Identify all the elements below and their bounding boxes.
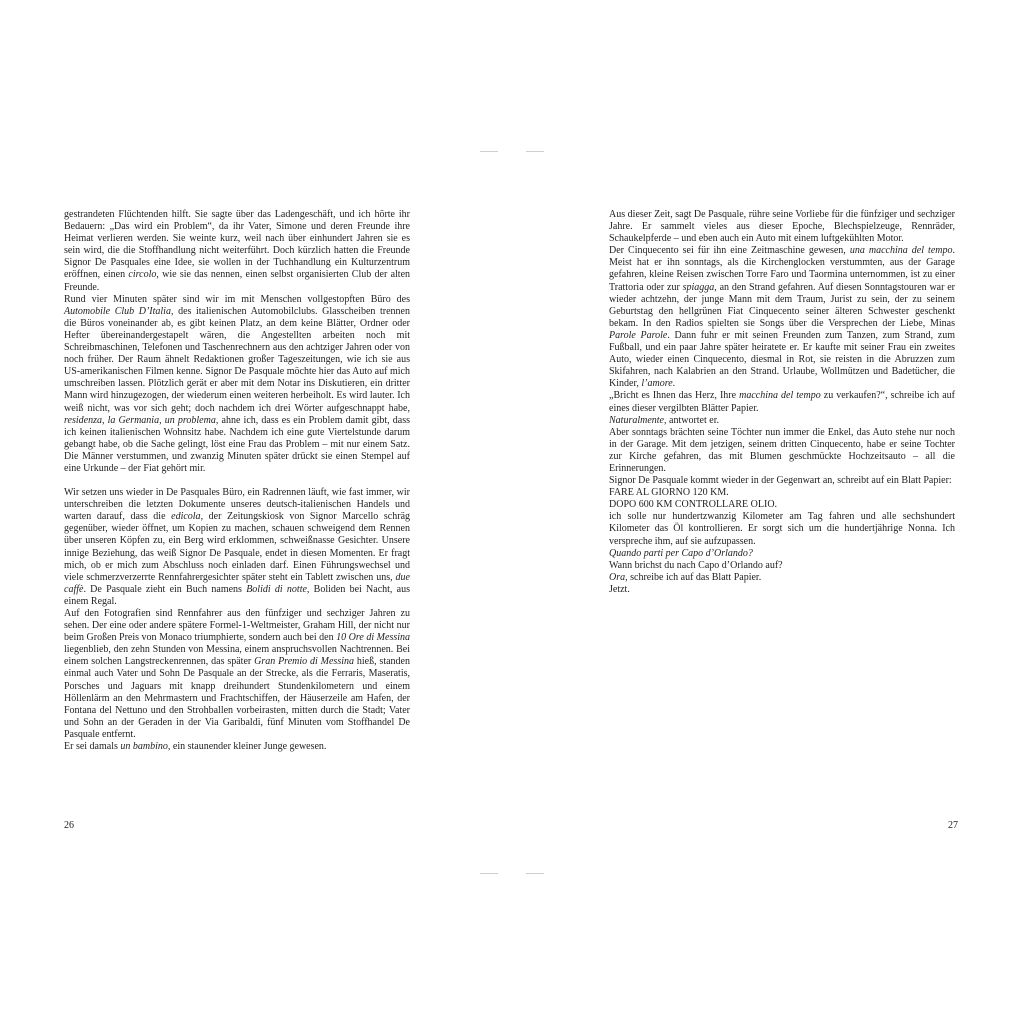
italic-run: residenza, la Germania, un problema: [64, 414, 216, 426]
crop-mark-bottom-right: [526, 873, 544, 874]
text-run: Jetzt.: [609, 583, 630, 595]
text-run: , schreibe ich auf das Blatt Papier.: [625, 571, 762, 583]
paragraph: [64, 294, 410, 475]
italic-run: Automobile Club D’Italia: [64, 305, 171, 317]
text-run: . Dann fuhr er mit seinen Freunden zum Tanzen, zum Strand, zum Fußball, und ein paar Jahre später heiratete er. Er kaufte mit seiner Frau ein zweites Auto, wieder einen Cinquecento, diesmal in Rot, sie reisten in die Abruzzen zum Skifahren, nach Kalabrien an den Strand. Urlaube, Wollmützen und Badetücher, die Kinder,: [609, 329, 955, 390]
italic-run: macchina del tempo: [739, 390, 821, 402]
text-run: liegenblieb, den zehn Stunden von Messina, einem anspruchsvollen Nachtrennen. Bei einem solchen Langstreckenrennen, das später: [64, 644, 410, 668]
crop-mark-top-left: [480, 151, 498, 152]
paragraph: [64, 741, 410, 753]
paragraph: [609, 560, 955, 572]
paragraph: [609, 209, 955, 245]
text-run: gestrandeten Flüchtenden hilft. Sie sagte über das Ladengeschäft, und ich hörte ihr Bedauern: „Das wird ein Problem“, da ihr Vater, Simone und deren Freunde ihre Heimat verlieren werden. Sie weinte kurz, weil nach über einhundert Jahren sie es sein wird, die die Stoffhandlung nicht weiterführt. Doch kürzlich hatten die Freunde Signor De Pasquales eine Idee, sie wollen in der Tuchhandlung ein Kulturzentrum eröffnen, einen: [64, 209, 410, 281]
italic-run: 10 Ore di Messina: [336, 632, 411, 644]
paragraph: [609, 415, 955, 427]
paragraph: [609, 487, 955, 499]
paragraph: [609, 548, 955, 560]
paragraph: [64, 608, 410, 741]
left-page-text: [64, 209, 410, 753]
italic-run: Quando parti per Capo d’Orlando?: [609, 547, 753, 559]
text-run: hieß, standen einmal auch Vater und Sohn De Pasquale an der Strecke, als die Ferraris, Maseratis, Porsches und Jaguars mit knapp dreihundert Stundenkilometern und einem Höllenlärm an den Mehrmastern und Frachtschiffen, der Häuserzeile am Hafen, der Fontana del Nettuno und den Strohballen vorbeirasten, mitten durch die Stadt; Vater und Sohn an der Geraden in der Via Garibaldi, fünf Minuten vom Stoffhandel De Pasquale entfernt.: [64, 656, 410, 740]
italic-run: Naturalmente: [609, 414, 664, 426]
paragraph: [64, 487, 410, 608]
text-run: Signor De Pasquale kommt wieder in der Gegenwart an, schreibt auf ein Blatt Papier:: [609, 475, 952, 487]
italic-run: Gran Premio di Messina: [254, 656, 354, 668]
italic-run: l’amore: [641, 378, 673, 390]
page-number-right: 27: [948, 820, 958, 831]
paragraph: [609, 511, 955, 547]
paragraph: [609, 499, 955, 511]
italic-run: Ora: [609, 571, 626, 583]
text-run: FARE AL GIORNO 120 KM.: [609, 487, 729, 499]
italic-run: Parole Parole: [609, 329, 668, 341]
italic-run: spiagga: [682, 281, 715, 293]
text-run: . Meist hat er ihn sonntags, als die Kirchenglocken verstummten, aus der Garage gefahren, kleine Reisen zwischen Torre Faro und Taormina unternommen, ist zu einer Trattoria oder zur: [609, 245, 955, 293]
text-run: Wir setzen uns wieder in De Pasquales Büro, ein Radrennen läuft, wie fast immer, wir unterschreiben die letzten Dokumente unseres deutsch-italienischen Handels und warten darauf, dass die: [64, 487, 410, 523]
text-run: Auf den Fotografien sind Rennfahrer aus den fünfziger und sechziger Jahren zu sehen. Der eine oder andere spätere Formel-1-Weltmeister, Graham Hill, der nicht nur beim Großen Preis von Monaco triumphierte, sondern auch bei den: [64, 608, 410, 644]
text-run: , ahne ich, dass es ein Problem damit gibt, dass ich keinen italienischen Wohnsitz habe. Nachdem ich eine gute Viertelstunde darum gebangt habe, ob die Sache gelingt, löst eine Frau das Problem – mit nur einem Satz. Die Männer verstummen, und zwanzig Minuten später drückt sie einen Stempel auf eine Urkunde – der Fiat gehört mir.: [64, 414, 411, 474]
text-run: ich solle nur hundertzwanzig Kilometer am Tag fahren und alle sechshundert Kilometer das Öl kontrollieren. Er sorgt sich um die hundertjährige Nonna. Ich verspreche ihm, auf sie aufzupassen.: [609, 511, 955, 547]
text-run: DOPO 600 KM CONTROLLARE OLIO.: [609, 499, 778, 511]
paragraph: [609, 390, 955, 414]
text-run: zu verkaufen?“, schreibe ich auf eines dieser vergilbten Blätter Papier.: [609, 390, 955, 414]
paragraph: [609, 584, 955, 596]
text-run: Er sei damals: [64, 741, 121, 753]
text-run: Rund vier Minuten später sind wir im mit Menschen vollgestopften Büro des: [64, 293, 410, 305]
text-run: , antwortet er.: [664, 414, 719, 426]
italic-run: circolo: [128, 269, 157, 281]
paragraph: [609, 572, 955, 584]
paragraph: [609, 475, 955, 487]
right-page-text: [609, 209, 955, 596]
text-run: Aus dieser Zeit, sagt De Pasquale, rühre seine Vorliebe für die fünfziger und sechziger Jahre. Er sammelt vieles aus dieser Epoche, Blechspielzeuge, Rennräder, Schaukelpferde – und eben auch ein Auto mit einem luftgekühlten Motor.: [609, 209, 955, 245]
italic-run: edicola: [171, 511, 201, 523]
italic-run: un bambino: [120, 741, 168, 753]
paragraph: [609, 427, 955, 475]
text-run: Wann brichst du nach Capo d’Orlando auf?: [609, 559, 783, 571]
text-run: Der Cinquecento sei für ihn eine Zeitmaschine gewesen,: [609, 245, 850, 257]
italic-run: due caffè: [64, 571, 410, 595]
text-run: .: [672, 378, 676, 390]
italic-run: Bolidi di notte: [246, 583, 307, 595]
text-run: . De Pasquale zieht ein Buch namens: [83, 583, 247, 595]
text-run: Aber sonntags brächten seine Töchter nun immer die Enkel, das Auto stehe nur noch in der Garage. Mit dem jetzigen, seinem dritten Cinquecento, habe er seine Tochter zur Kirche gefahren, das mit Blumen geschmückte Hochzeitsauto – all die Erinnerungen.: [609, 426, 955, 474]
text-run: „Bricht es Ihnen das Herz, Ihre: [609, 390, 740, 402]
text-run: , ein staunender kleiner Junge gewesen.: [167, 741, 327, 753]
text-run: , an den Strand gefahren. Auf diesen Sonntagstouren war er wieder achtzehn, der junge Mann mit dem Traum, Jurist zu sein, der zu seinem Geburtstag den hellgrünen Fiat Cinquecento seiner älteren Schwester geschenkt bekam. In den Radios spielten sie Songs über die Versprechen der Liebe, Minas: [609, 281, 956, 329]
crop-mark-top-right: [526, 151, 544, 152]
text-run: , wie sie das nennen, einen selbst organisierten Club der alten Freunde.: [64, 269, 411, 293]
page-number-left: 26: [64, 820, 74, 831]
text-run: , Boliden bei Nacht, aus einem Regal.: [64, 583, 411, 607]
text-run: , der Zeitungskiosk von Signor Marcello schräg gegenüber, wieder öffnet, um Kopien zu machen, schauen schweigend dem Rennen über unseren Köpfen zu, ein Berg wird erklommen, schweißnasse Gesichter. Unsere innige Beziehung, das weiß Signor De Pasquale, endet in diesen Momenten. Er fragt mich, ob er mich zum Abschluss noch einladen darf. Einen Führungswechsel und viele schmerzverzerrte Rennfahrergesichter später steht ein Tablett zwischen uns,: [64, 511, 411, 583]
italic-run: una macchina del tempo: [849, 245, 953, 257]
text-run: , des italienischen Automobilclubs. Glasscheiben trennen die Büros voneinander ab, es gibt keinen Platz, an dem keine Blätter, Ordner oder Hefter übereinandergestapelt wären, die Angestellten arbeiten noch mit Schreibmaschinen, Telefonen und Taschenrechnern aus den achtziger Jahren oder von noch früher. Der Raum ähnelt Redaktionen großer Tageszeitungen, wie ich sie aus US-amerikanischen Filmen kenne. Signor De Pasquale möchte hier das Auto auf mich umschreiben lassen. Plötzlich gerät er aber mit dem Notar ins Diskutieren, ein dritter Mann wird hinzugezogen, der wiederum einen weiteren herbeiholt. Es wird lauter. Ich weiß nicht, was vor sich geht; doch nachdem ich drei Wörter aufgeschnappt habe,: [64, 305, 410, 414]
paragraph: [64, 209, 410, 294]
paragraph: [609, 245, 955, 390]
crop-mark-bottom-left: [480, 873, 498, 874]
